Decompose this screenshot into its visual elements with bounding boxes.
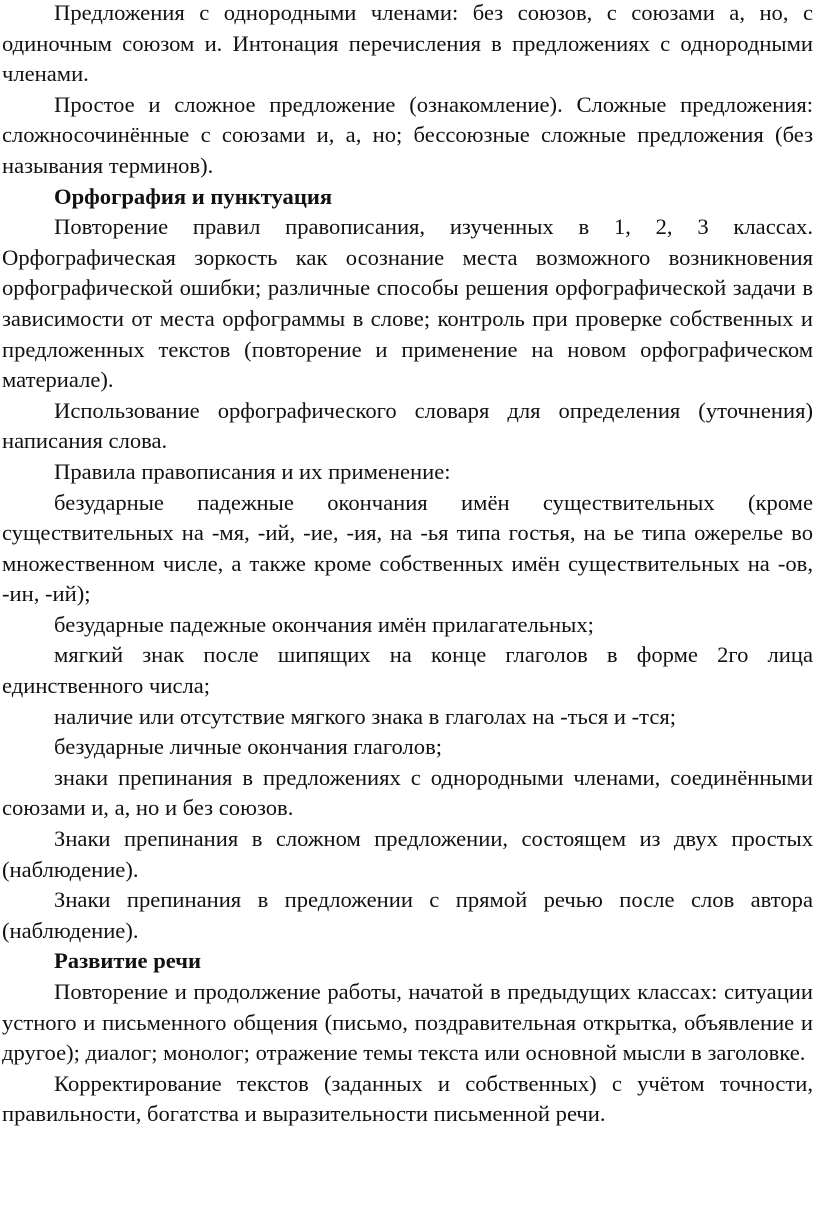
paragraph-spelling-rules-intro: Правила правописания и их применение: xyxy=(54,458,451,484)
section-heading-orthography: Орфография и пунктуация xyxy=(54,183,333,209)
paragraph-text-correction: Корректирование текстов (заданных и собственных) с учётом точности, правильности, богатства и выразительности письменной речи. xyxy=(2,1070,813,1127)
paragraph-homogeneous-members: Предложения с однородными членами: без союзов, с союзами а, но, с одиночным союзом и. Интонация перечисления в предложениях с однородными членами. xyxy=(2,0,813,87)
rule-noun-endings: безударные падежные окончания имён существительных (кроме существительных на -мя, -ий, -ие, -ия, на -ья типа гостья, на ье типа ожерелье во множественном числе, а также кроме собственных имён существительных на -ов, -ин, -ий); xyxy=(2,489,813,607)
paragraph-spelling-review: Повторение правил правописания, изученных в 1, 2, 3 классах. Орфографическая зоркость как осознание места возможного возникновения орфографической ошибки; различные способы решения орфографической задачи в зависимости от места орфограммы в слове; контроль при проверке собственных и предложенных текстов (повторение и применение на новом орфографическом материале). xyxy=(2,214,813,393)
paragraph-communication-situations: Повторение и продолжение работы, начатой в предыдущих классах: ситуации устного и письменного общения (письмо, поздравительная открытка, объявление и другое); диалог; монолог; отражение темы текста или основной мысли в заголовке. xyxy=(2,979,813,1066)
rule-soft-sign-after-sibilants: мягкий знак после шипящих на конце глаголов в форме 2го лица единственного числа; xyxy=(2,642,813,699)
paragraph-simple-complex-sentences: Простое и сложное предложение (ознакомление). Сложные предложения: сложносочинённые с союзами и, а, но; бессоюзные сложные предложения (без называния терминов). xyxy=(2,91,813,178)
paragraph-punctuation-direct-speech: Знаки препинания в предложении с прямой речью после слов автора (наблюдение). xyxy=(2,887,813,943)
rule-verb-endings: безударные личные окончания глаголов; xyxy=(54,734,443,760)
rule-adjective-endings: безударные падежные окончания имён прилагательных; xyxy=(54,611,594,637)
section-heading-speech-development: Развитие речи xyxy=(54,948,201,974)
paragraph-punctuation-complex: Знаки препинания в сложном предложении, состоящем из двух простых (наблюдение). xyxy=(2,826,813,882)
rule-tsya-tsya: наличие или отсутствие мягкого знака в глаголах на -ться и -тся; xyxy=(54,703,677,729)
paragraph-dictionary-use: Использование орфографического словаря для определения (уточнения) написания слова. xyxy=(2,397,813,454)
rule-punctuation-homogeneous: знаки препинания в предложениях с однородными членами, соединёнными союзами и, а, но и без союзов. xyxy=(2,764,813,821)
